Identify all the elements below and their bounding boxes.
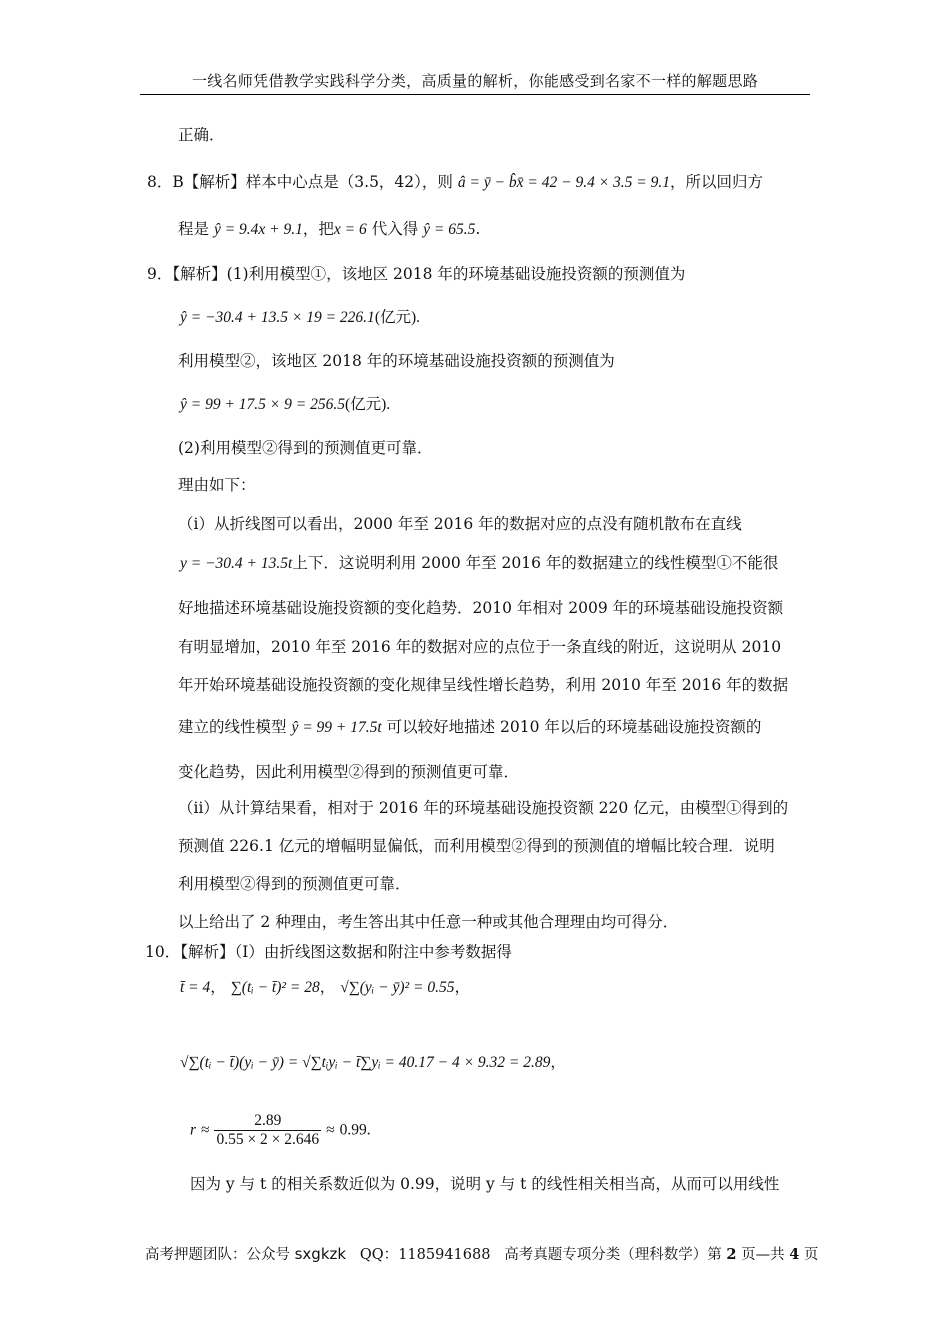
problem-9-equation-model-1 xyxy=(180,305,420,327)
footer-end: 页 xyxy=(803,1247,819,1263)
model-1-prediction: ŷ = −30.4 + 13.5 × 19 = 226.1 xyxy=(180,309,375,326)
reason-i-line-6 xyxy=(178,715,761,737)
footer-team: 高考押题团队：公众号 xyxy=(145,1247,290,1263)
footer-account: sxgkzk xyxy=(294,1245,347,1263)
model-1-unit: (亿元). xyxy=(374,309,421,326)
problem-9-line-model-2: 利用模型②，该地区 2018 年的环境基础设施投资额的预测值为 xyxy=(178,352,615,370)
problem-10-line-1 xyxy=(145,940,512,962)
problem-8-text-2: ，所以回归方 xyxy=(670,173,764,191)
reason-i-line-4: 有明显增加，2010 年至 2016 年的数据对应的点位于一条直线的附近，这说明从 2010 xyxy=(178,638,782,656)
problem-9-text: (1)利用模型①，该地区 2018 年的环境基础设施投资额的预测值为 xyxy=(226,265,686,283)
reason-i-line-3: 好地描述环境基础设施投资额的变化趋势．2010 年相对 2009 年的环境基础设施投资额 xyxy=(178,599,784,617)
reason-i-line-1: （i）从折线图可以看出，2000 年至 2016 年的数据对应的点没有随机散布在直线 xyxy=(178,515,742,533)
equation-covariance-sqrt: √∑(tᵢ − t̄)(yᵢ − ȳ) = √∑tᵢyᵢ − t̄∑yᵢ = 40.17 − 4 × 9.32 = 2.89 xyxy=(180,1054,551,1071)
page-footer xyxy=(145,1243,818,1264)
reason-i-equation-model-2: ŷ = 99 + 17.5t xyxy=(291,719,382,736)
problem-8-equation-regression: ŷ = 9.4x + 9.1 xyxy=(213,221,303,238)
text-line-correct: 正确． xyxy=(178,126,225,144)
problem-10-text: （Ⅰ）由折线图这数据和附注中参考数据得 xyxy=(234,943,512,961)
correlation-fraction xyxy=(214,1112,321,1149)
problem-9-part-2: (2)利用模型②得到的预测值更可靠． xyxy=(178,439,433,457)
footer-page-number: 2 xyxy=(726,1246,737,1263)
reason-i-text-2: 上下．这说明利用 2000 年至 2016 年的数据建立的线性模型①不能很 xyxy=(292,554,779,572)
reason-i-line-2 xyxy=(180,551,778,573)
problem-9-reasons-heading: 理由如下： xyxy=(178,476,256,494)
reason-i-text-6b: 可以较好地描述 2010 年以后的环境基础设施投资额的 xyxy=(386,718,762,736)
problem-8-equation-result: ŷ = 65.5 xyxy=(423,221,476,238)
problem-10-equation-r: r ≈ $\frac{2.89}{0.55 \times 2 \times 2.646}$ ≈ 0.99. xyxy=(190,1112,371,1148)
problem-10-number: 10． xyxy=(145,943,181,961)
problem-9-number: 9． xyxy=(147,265,173,283)
problem-8-line-1 xyxy=(147,170,763,192)
reason-ii-line-3: 利用模型②得到的预测值更可靠． xyxy=(178,875,411,893)
problem-8-number: 8． xyxy=(147,173,173,191)
footer-series: 高考真题专项分类（理科数学）第 xyxy=(504,1247,722,1263)
problem-10-conclusion: 因为 y 与 t 的相关系数近似为 0.99，说明 y 与 t 的线性相关相当高，从而可以用线性 xyxy=(190,1175,780,1193)
problem-8-text-3: 程是 xyxy=(178,220,210,238)
problem-8-text-5: 代入得 xyxy=(371,220,419,238)
equation-t-bar: t̄ = 4 xyxy=(180,979,211,996)
correlation-value: 0.99 xyxy=(339,1121,367,1139)
problem-9-scoring-note: 以上给出了 2 种理由，考生答出其中任意一种或其他合理理由均可得分． xyxy=(178,913,679,931)
footer-mid: 页—共 xyxy=(741,1247,785,1263)
problem-10-equation-row-2: √∑(tᵢ − t̄)(yᵢ − ȳ) = √∑tᵢyᵢ − t̄∑yᵢ = 40.17 − 4 × 9.32 = 2.89， xyxy=(180,1054,566,1071)
problem-10-label: 【解析】 xyxy=(180,943,235,961)
problem-8-line-2 xyxy=(178,217,480,239)
reason-i-equation-line: y = −30.4 + 13.5t xyxy=(180,555,293,572)
problem-8-text-6: . xyxy=(475,220,481,238)
problem-8-text: 样本中心点是（3.5，42），则 xyxy=(245,173,453,191)
correlation-denominator: 0.55 × 2 × 2.646 xyxy=(216,1131,320,1148)
problem-8-equation-x: x = 6 xyxy=(333,221,367,238)
equation-sqrt-sum-y-squared: √∑(yᵢ − ȳ)² = 0.55 xyxy=(340,979,455,996)
problem-9-line-1 xyxy=(147,262,685,284)
reason-i-text-6a: 建立的线性模型 xyxy=(178,718,287,736)
problem-10-equation-row-1: t̄ = 4， ∑(tᵢ − t̄)² = 28， √∑(yᵢ − ȳ)² = 0.55， xyxy=(180,979,471,996)
correlation-numerator: 2.89 xyxy=(214,1112,321,1131)
reason-ii-line-2: 预测值 226.1 亿元的增幅明显偏低，而利用模型②得到的预测值的增幅比较合理．说明 xyxy=(178,837,775,855)
footer-qq-label: QQ： xyxy=(359,1247,399,1263)
problem-8-label: B【解析】 xyxy=(172,173,246,191)
header-divider xyxy=(140,94,810,95)
page-header: 一线名师凭借教学实践科学分类，高质量的解析，你能感受到名家不一样的解题思路 xyxy=(191,72,759,90)
problem-9-equation-model-2 xyxy=(180,392,390,414)
reason-ii-line-1: （ii）从计算结果看，相对于 2016 年的环境基础设施投资额 220 亿元，由模型①得到的 xyxy=(178,799,789,817)
problem-9-label: 【解析】 xyxy=(172,265,227,283)
problem-8-equation-intercept: â = ȳ − b̂x̄ = 42 − 9.4 × 3.5 = 9.1 xyxy=(457,174,670,191)
reason-i-line-7: 变化趋势，因此利用模型②得到的预测值更可靠． xyxy=(178,763,520,781)
equation-sum-t-squared: ∑(tᵢ − t̄)² = 28 xyxy=(230,979,320,996)
footer-total-pages: 4 xyxy=(789,1246,800,1263)
model-2-prediction: ŷ = 99 + 17.5 × 9 = 256.5 xyxy=(180,396,345,413)
model-2-unit: (亿元). xyxy=(344,396,391,413)
reason-i-line-5: 年开始环境基础设施投资额的变化规律呈线性增长趋势，利用 2010 年至 2016 年的数据 xyxy=(178,676,789,694)
footer-qq: 1185941688 xyxy=(398,1247,491,1263)
problem-8-text-4: ，把 xyxy=(302,220,334,238)
